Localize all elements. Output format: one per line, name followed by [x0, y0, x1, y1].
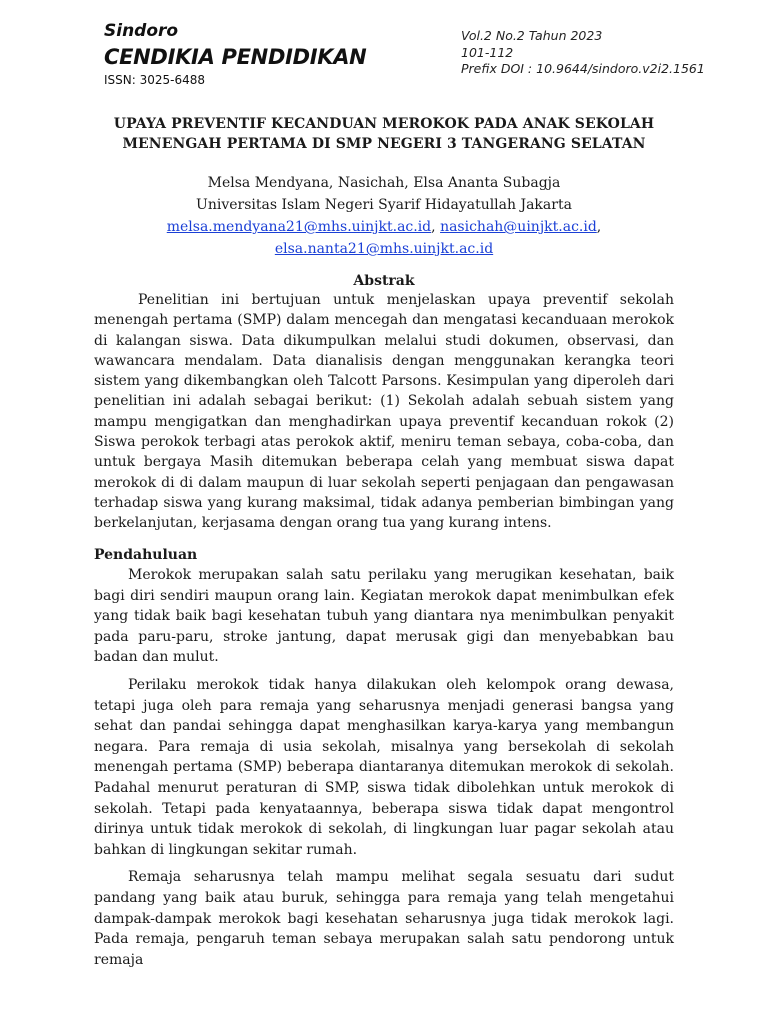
introduction-body	[94, 565, 674, 977]
journal-volume: Vol.2 No.2 Tahun 2023	[461, 28, 603, 43]
paper-title-line: UPAYA PREVENTIF KECANDUAN MEROKOK PADA ANAK SEKOLAH	[113, 116, 655, 132]
journal-short-name: Sindoro	[104, 21, 179, 41]
author-affiliation: Universitas Islam Negeri Syarif Hidayatullah Jakarta	[196, 197, 572, 213]
journal-masthead	[104, 20, 366, 88]
journal-pages: 101-112	[461, 44, 514, 60]
journal-issn: ISSN: 3025-6488	[104, 73, 206, 87]
author-emails-line	[94, 216, 674, 238]
author-emails-line	[94, 238, 674, 260]
email-separator: ,	[431, 219, 441, 235]
paper-title	[94, 114, 674, 154]
abstract-heading: Abstrak	[353, 273, 415, 289]
journal-issue-info	[461, 28, 705, 78]
body-paragraph: Remaja seharusnya telah mampu melihat segala sesuatu dari sudut pandang yang baik atau buruk, sehingga para remaja yang telah mengetahui dampak-dampak merokok bagi kesehatan seharusnya juga tidak merokok lagi. Pada remaja, pengaruh teman sebaya merupakan salah satu pendorong untuk remaja	[94, 869, 674, 968]
author-block	[94, 172, 674, 260]
journal-name: CENDIKIA PENDIDIKAN	[104, 45, 367, 69]
author-email-link[interactable]: nasichah@uinjkt.ac.id	[440, 219, 597, 235]
body-paragraph: Merokok merupakan salah satu perilaku yang merugikan kesehatan, baik bagi diri sendiri maupun orang lain. Kegiatan merokok dapat menimbulkan efek yang tidak baik bagi kesehatan tubuh yang diantara nya menimbulkan penyakit pada paru-paru, stroke jantung, dapat merusak gigi dan menyebabkan bau badan dan mulut.	[94, 567, 674, 666]
body-paragraph: Perilaku merokok tidak hanya dilakukan oleh kelompok orang dewasa, tetapi juga oleh para remaja yang seharusnya menjadi generasi bangsa yang sehat dan pandai sehingga dapat menghasilkan karya-karya yang membangun negara. Para remaja di usia sekolah, misalnya yang bersekolah di sekolah menengah pertama (SMP) beberapa diantaranya ditemukan merokok di sekolah. Padahal menurut peraturan di SMP, siswa tidak dibolehkan untuk merokok di sekolah. Tetapi pada kenyataannya, beberapa siswa tidak dapat mengontrol dirinya untuk tidak merokok di sekolah, di lingkungan luar pagar sekolah atau bahkan di lingkungan sekitar rumah.	[94, 676, 674, 858]
author-email-link[interactable]: elsa.nanta21@mhs.uinjkt.ac.id	[274, 241, 494, 257]
section-heading-introduction: Pendahuluan	[94, 547, 198, 563]
email-separator: ,	[596, 219, 602, 235]
journal-doi: Prefix DOI : 10.9644/sindoro.v2i2.1561	[461, 61, 705, 76]
author-names: Melsa Mendyana, Nasichah, Elsa Ananta Subagja	[207, 175, 561, 191]
paper-title-line: MENENGAH PERTAMA DI SMP NEGERI 3 TANGERANG SELATAN	[122, 136, 646, 152]
abstract-text: Penelitian ini bertujuan untuk menjelaskan upaya preventif sekolah menengah pertama (SMP) dalam mencegah dan mengatasi kecanduaan merokok di kalangan siswa. Data dikumpulkan melalui studi dokumen, observasi, dan wawancara mendalam. Data dianalisis dengan menggunakan kerangka teori sistem yang dikembangkan oleh Talcott Parsons. Kesimpulan yang diperoleh dari penelitian ini adalah sebagai berikut: (1) Sekolah adalah sebuah sistem yang mampu mengigatkan dan menghadirkan upaya preventif kecanduan rokok (2) Siswa perokok terbagi atas perokok aktif, meniru teman sebaya, coba-coba, dan untuk bergaya Masih ditemukan beberapa celah yang membuat siswa dapat merokok di di dalam maupun di luar sekolah seperti penjagaan dan pengawasan terhadap siswa yang kurang maksimal, tidak adanya pemberian bimbingan yang berkelanjutan, kerjasama dengan orang tua yang kurang intens.	[94, 292, 674, 532]
author-email-link[interactable]: melsa.mendyana21@mhs.uinjkt.ac.id	[166, 219, 432, 235]
